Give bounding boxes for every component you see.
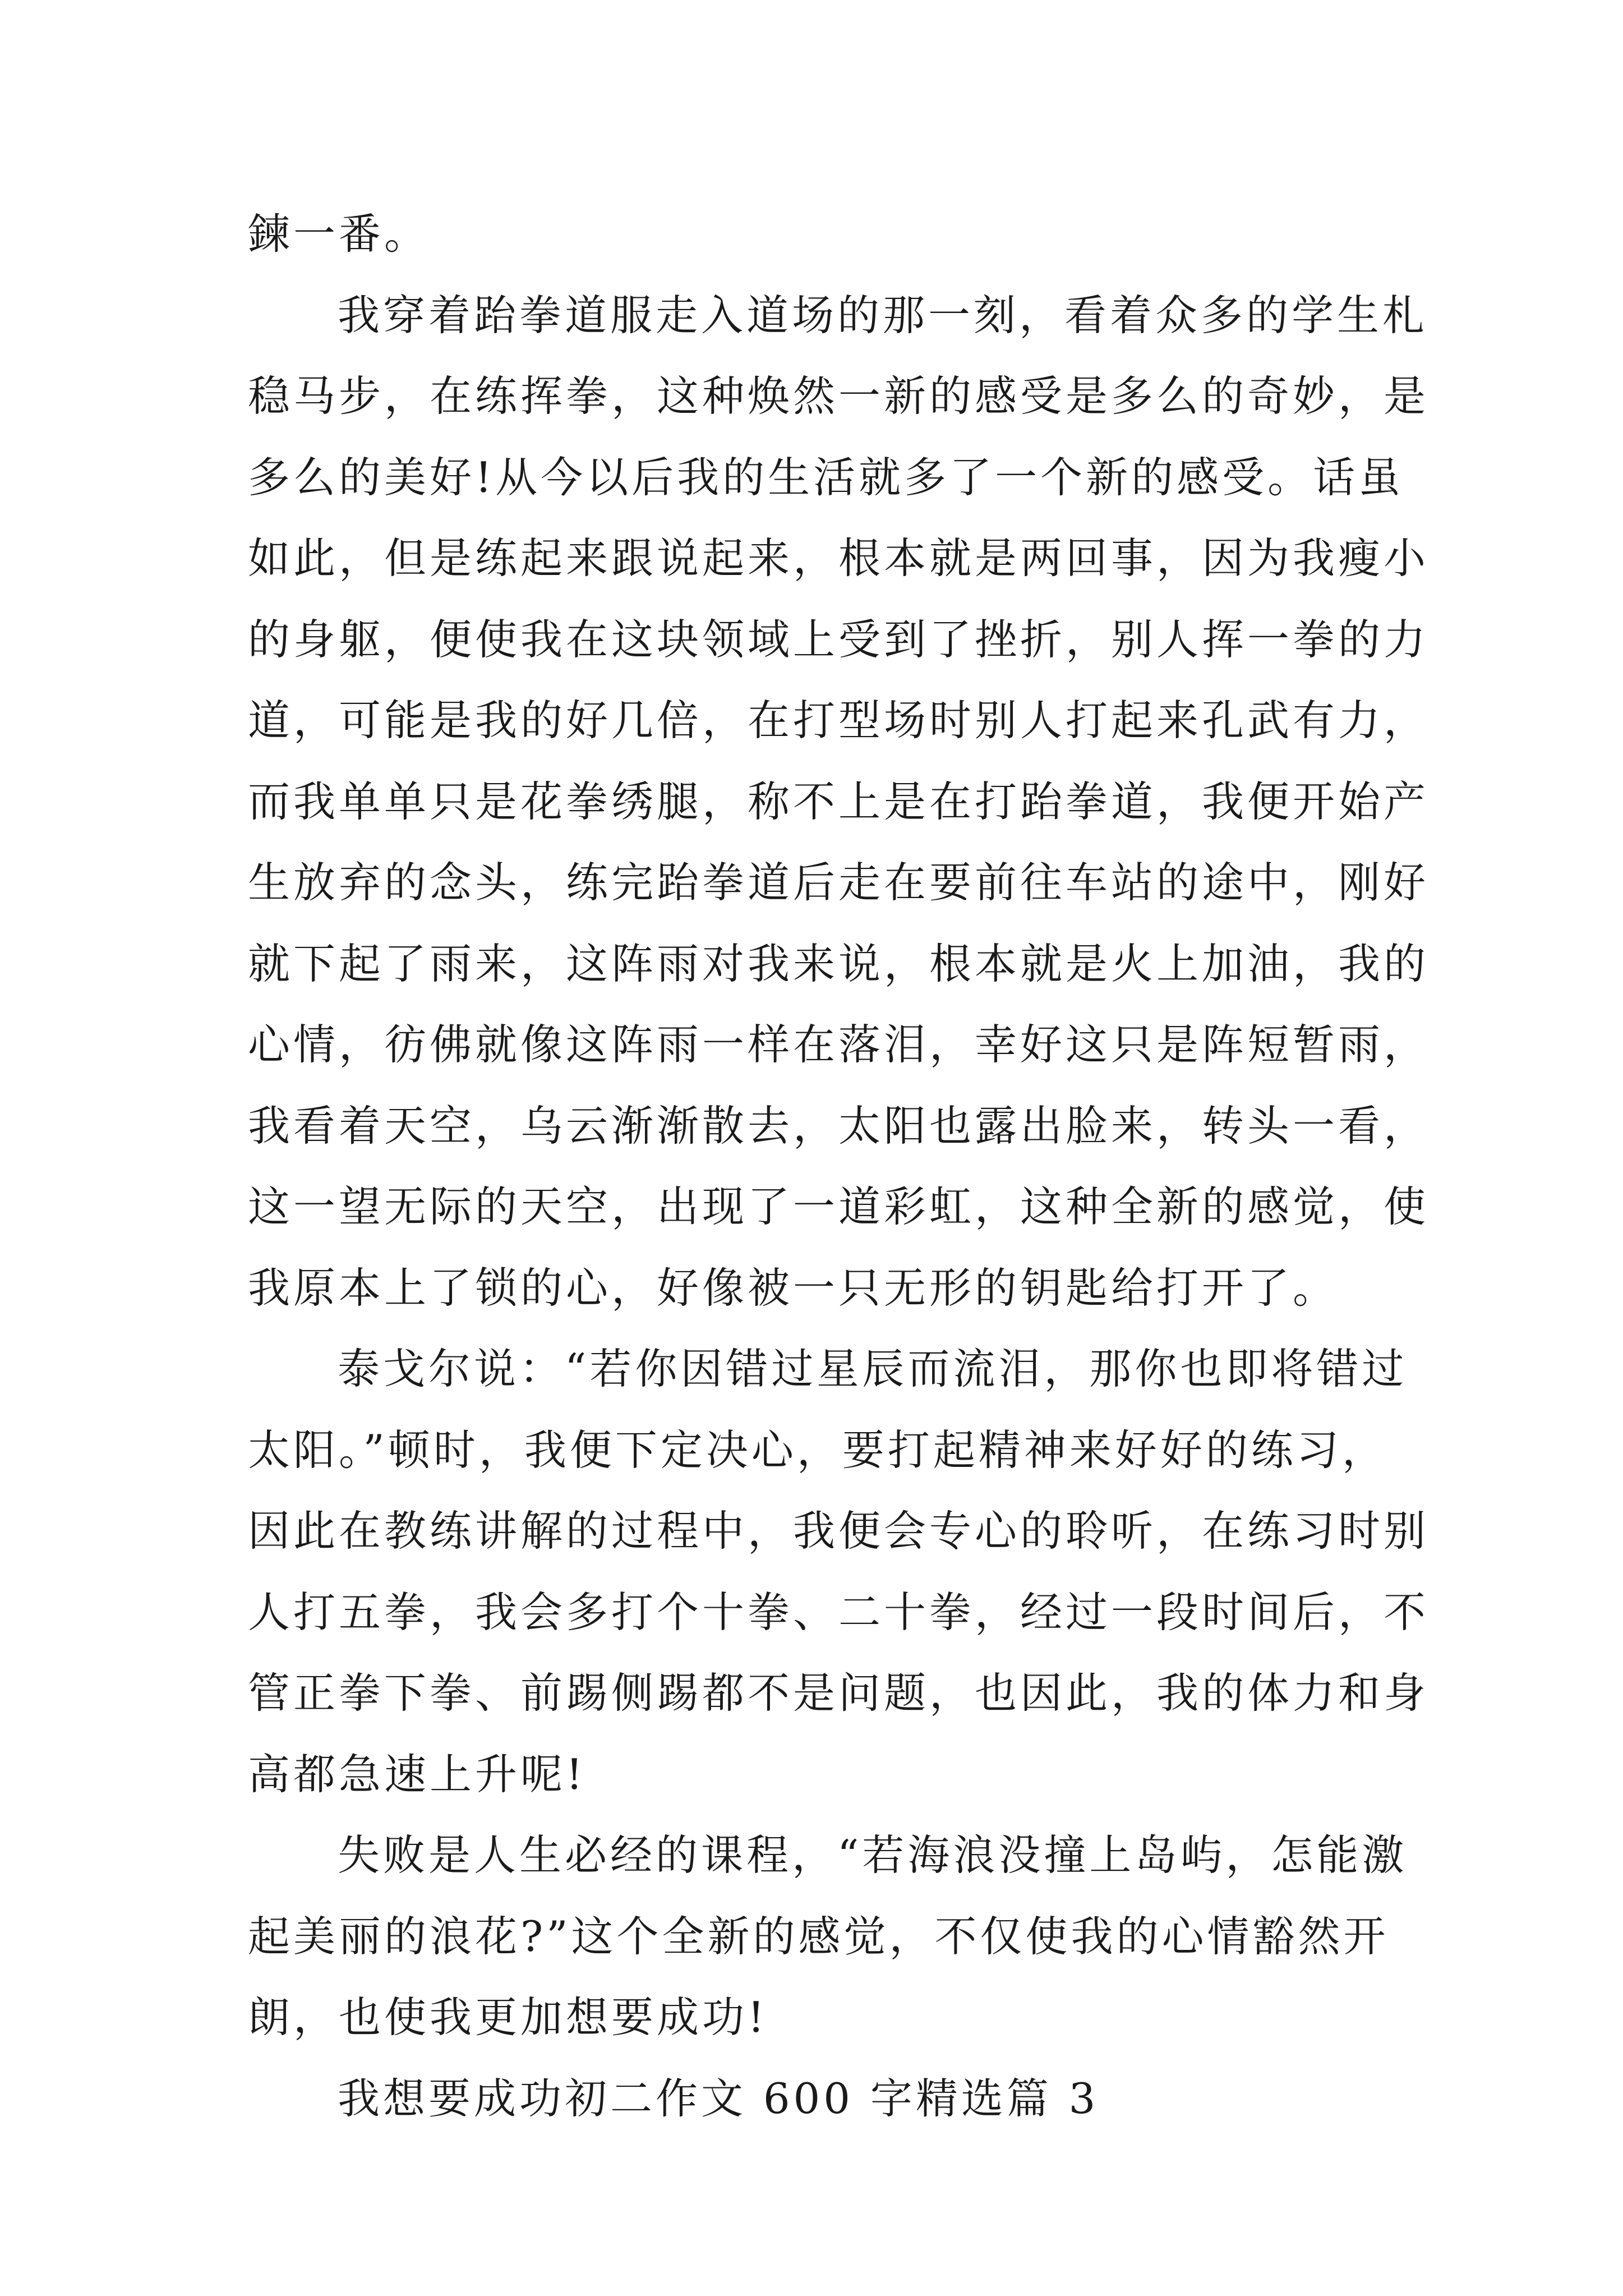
text-line: 起美丽的浪花?”这个全新的感觉，不仅使我的心情豁然开 xyxy=(248,1911,1389,1961)
text-line: 的身躯，便使我在这块领域上受到了挫折，别人挥一拳的力 xyxy=(248,614,1430,664)
text-line: 太阳。”顿时，我便下定决心，要打起精神来好好的练习， xyxy=(248,1425,1387,1475)
text-line: 如此，但是练起来跟说起来，根本就是两回事，因为我瘦小 xyxy=(248,533,1430,583)
text-line: 管正拳下拳、前踢侧踢都不是问题，也因此，我的体力和身 xyxy=(248,1668,1430,1718)
paragraph-start-line: 我穿着跆拳道服走入道场的那一刻，看着众多的学生札 xyxy=(338,290,1428,340)
text-line: 多么的美好!从今以后我的生活就多了一个新的感受。话虽 xyxy=(248,452,1404,502)
text-line: 稳马步，在练挥拳，这种焕然一新的感受是多么的奇妙，是 xyxy=(248,371,1430,421)
section-heading: 我想要成功初二作文 600 字精选篇 3 xyxy=(338,2073,1099,2123)
article-body xyxy=(248,194,1430,2139)
text-line: 鍊一番。 xyxy=(248,209,430,259)
text-line: 因此在教练讲解的过程中，我便会专心的聆听，在练习时别 xyxy=(248,1506,1430,1556)
text-line: 人打五拳，我会多打个十拳、二十拳，经过一段时间后，不 xyxy=(248,1587,1430,1637)
text-line: 高都急速上升呢! xyxy=(248,1749,587,1799)
text-line: 这一望无际的天空，出现了一道彩虹，这种全新的感觉，使 xyxy=(248,1182,1430,1231)
paragraph-start-line: 泰戈尔说：“若你因错过星辰而流泪，那你也即将错过 xyxy=(338,1344,1408,1393)
text-line: 而我单单只是花拳绣腿，称不上是在打跆拳道，我便开始产 xyxy=(248,776,1430,826)
text-line: 我看着天空，乌云渐渐散去，太阳也露出脸来，转头一看， xyxy=(248,1101,1430,1151)
paragraph-start-line: 失败是人生必经的课程，“若海浪没撞上岛屿，怎能激 xyxy=(338,1830,1408,1880)
text-line: 就下起了雨来，这阵雨对我来说，根本就是火上加油，我的 xyxy=(248,938,1430,988)
text-line: 心情，彷佛就像这阵雨一样在落泪，幸好这只是阵短暂雨， xyxy=(248,1020,1430,1069)
text-line: 朗，也使我更加想要成功! xyxy=(248,1993,768,2042)
text-line: 生放弃的念头，练完跆拳道后走在要前往车站的途中，刚好 xyxy=(248,858,1430,907)
text-line: 我原本上了锁的心，好像被一只无形的钥匙给打开了。 xyxy=(248,1263,1339,1313)
text-line: 道，可能是我的好几倍，在打型场时别人打起来孔武有力， xyxy=(248,696,1430,745)
